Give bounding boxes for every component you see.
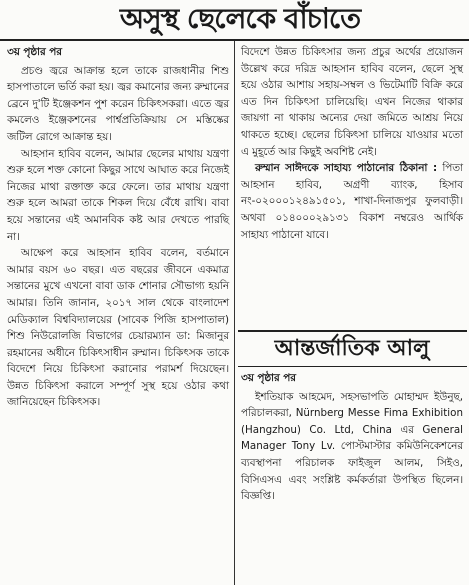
article1-left-column: [7, 44, 229, 582]
headline: অসুস্থ ছেলেকে বাঁচাতে: [119, 2, 361, 35]
continued-label: ৩য় পৃষ্ঠার পর: [7, 46, 62, 58]
paragraph-4: বিদেশে উন্নত চিকিৎসার জন্য প্রচুর অর্থের প্রয়োজন উল্লেখ করে দরিদ্র আহসান হাবিব বলেন, ছেলে সুস্থ হয়ে ওঠার আশায় সহায়-সম্বল ও ভিটেমাটি বিক্রি করে এত দিন চিকিৎসা চালিয়েছি। এখন নিজের থাকার জায়গা না থাকায় অন্যের দেয়া জমিতে আশ্রয় নিয়ে থাকতে হচ্ছে। ছেলের চিকিৎসা চালিয়ে যাওয়ার মতো এ মুহূর্তে আর কিছুই অবশিষ্ট নেই।: [241, 46, 463, 158]
paragraph-3: আক্ষেপ করে আহসান হাবিব বলেন, বর্তমানে আমার বয়স ৬০ বছর। এত বছরের জীবনে একমাত্র সন্তানের মুখে এখনো বাবা ডাক শোনার সৌভাগ্য হয়নি আমার। তিনি জানান, ২০১৭ সাল থেকে বাংলাদেশ মেডিক্যাল বিশ্ববিদ্যালয়ের (সাবেক পিজি হাসপাতাল) শিশু নিউরোলজি বিভাগের চেয়ারম্যান ডা: মিজানুর রহমানের অধীনে চিকিৎসাধীন রুম্মান। চিকিৎসক তাকে বিদেশে নিয়ে চিকিৎসা করানোর পরামর্শ দিয়েছেন। উন্নত চিকিৎসা করালে সম্পূর্ণ সুস্থ হয়ে ওঠার কথা জানিয়েছেন চিকিৎসক।: [7, 247, 229, 409]
article1-right-column: [241, 44, 463, 241]
article2-column: [241, 370, 463, 582]
article2-continued-label: ৩য় পৃষ্ঠার পর: [241, 372, 296, 384]
paragraph-2: আহসান হাবিব বলেন, আমার ছেলের মাথায় যন্ত্রণা শুরু হলে শক্ত কোনো কিছুর সাথে আঘাত করে নিজেই নিজের মাথা রক্তাক্ত করে ফেলে। তার মাথায় যন্ত্রণা শুরু হলে আমরা তাকে শিকল দিয়ে বেঁধে রাখি। বাবা হয়ে সন্তানের এই অমানবিক কষ্ট আর দেখতে পারছি না।: [7, 147, 229, 243]
column-divider: [234, 41, 235, 585]
paragraph-1: প্রচণ্ড জ্বরে আক্রান্ত হলে তাকে রাজধানীর শিশু হাসপাতালে ভর্তি করা হয়। জ্বর কমানোর জন্য রুম্মানের ব্রেনে দু'টি ইঞ্জেকশন পুশ করেন চিকিৎসকরা। এতে জ্বর কমলেও ইঞ্জেকশনের পার্শ্বপ্রতিক্রিয়ায় সে মস্তিষ্কের জটিল রোগে আক্রান্ত হয়।: [7, 64, 229, 143]
article2-headline: আন্তর্জাতিক আলু: [274, 336, 430, 361]
article2-text: ইশতিয়াক আহমেদ, সহসভাপতি মোহাম্মদ ইউনুছ, পরিচালকরা, Nürnberg Messe Fima Exhibition (Hangzhou) Co. Ltd, China এর General Manager Tony Lv. পোস্টমাস্টার কমিউনিকেশনের ব্যবস্থাপনা পরিচালক ফাইজুল আলম, সিইও, বিসিএসএ এবং সংশ্লিষ্ট কর্মকর্তারা উপস্থিত ছিলেন। বিজ্ঞপ্তি।: [241, 390, 463, 503]
article2-headline-rule: [238, 366, 467, 367]
help-label: রুম্মান সাঈদকে সাহায্য পাঠানোর ঠিকানা :: [255, 162, 438, 175]
help-text: পিতা আহসান হাবিব, অগ্রণী ব্যাংক, হিসাব নং-০২০০০১২৪৯১৫০১, শাখা-দিনাজপুর ফুলবাড়ী। অথবা ০১৪০০০২৯১৩১ বিকাশ নম্বরেও আর্থিক সাহায্য পাঠানো যাবে।: [241, 162, 463, 241]
